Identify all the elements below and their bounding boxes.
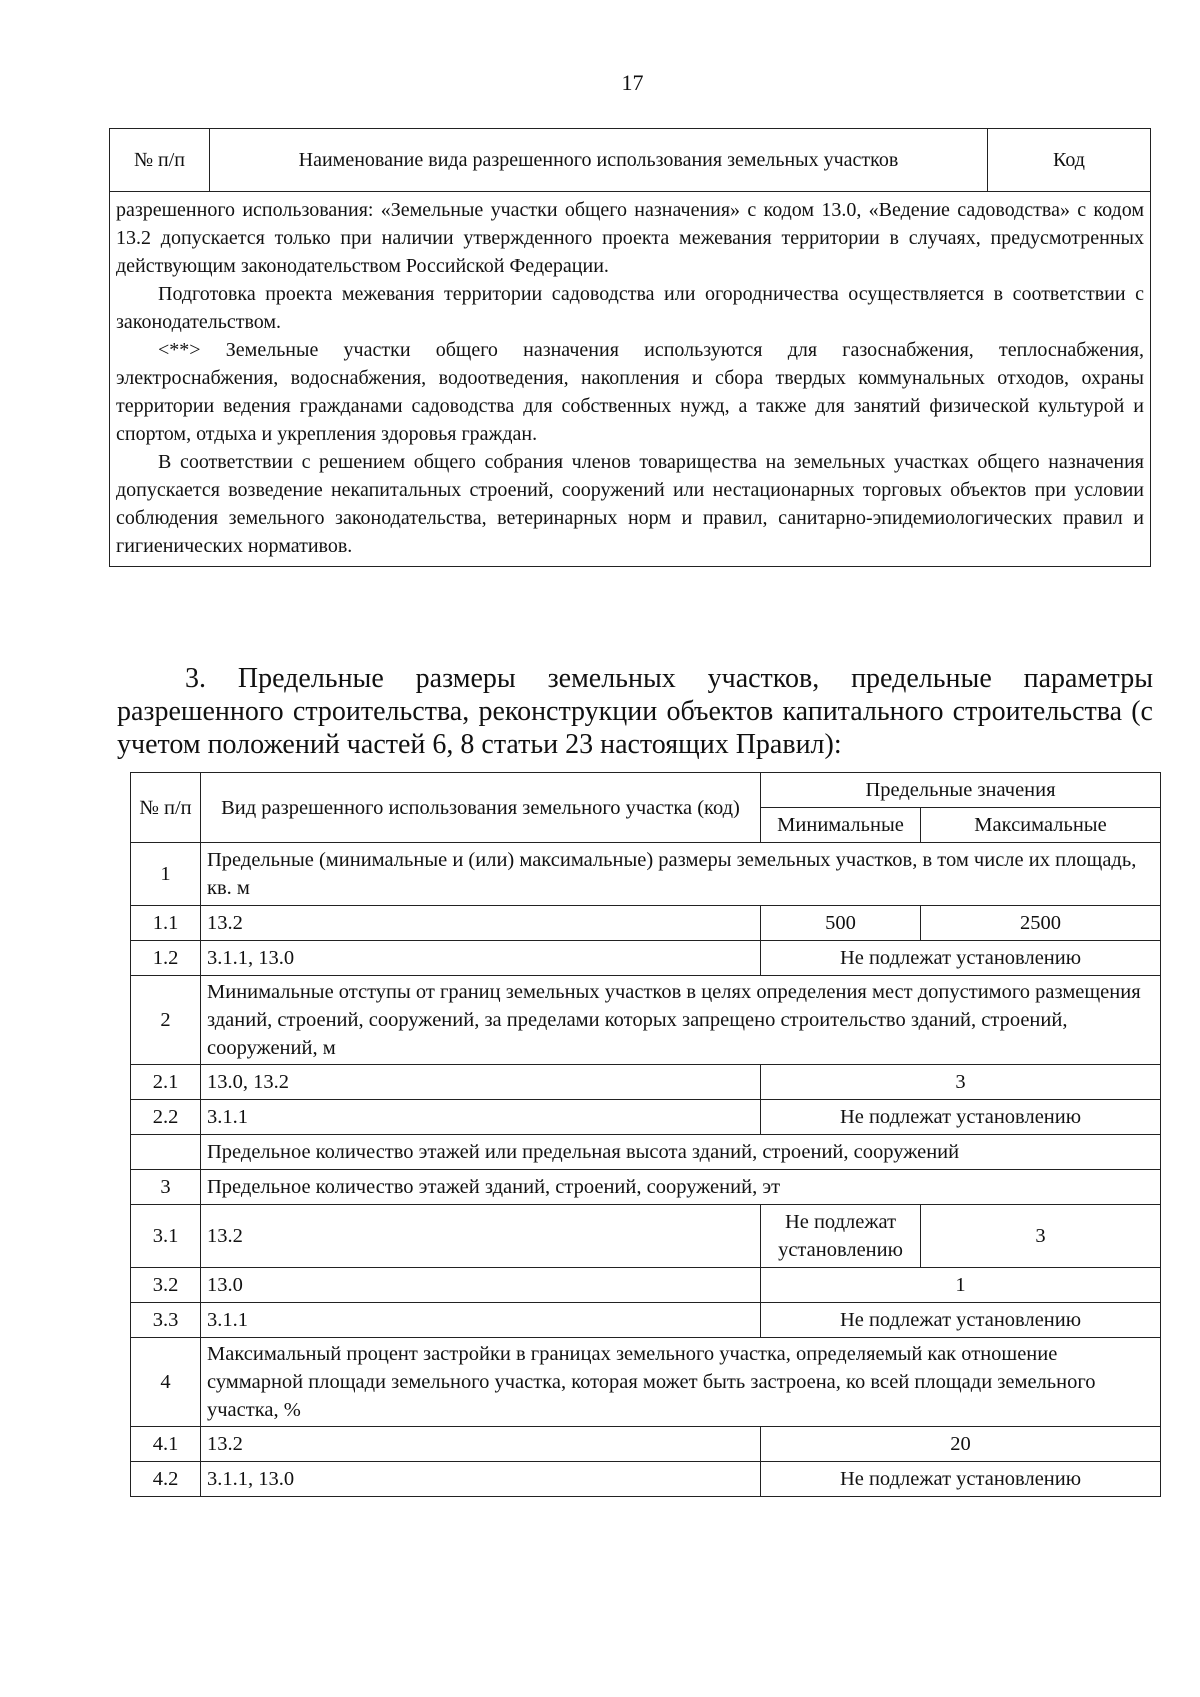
header-num: № п/п	[110, 129, 210, 192]
row-value: 1	[761, 1268, 1161, 1303]
row-max: 2500	[921, 906, 1161, 941]
table-row	[131, 1338, 1161, 1427]
row-text: Предельные (минимальные и (или) максимальные) размеры земельных участков, в том числе их площадь, кв. м	[201, 843, 1161, 906]
row-min: 500	[761, 906, 921, 941]
row-num: 3	[131, 1170, 201, 1205]
row-code: 13.2	[201, 1205, 761, 1268]
row-num: 1.1	[131, 906, 201, 941]
row-value: 3	[761, 1065, 1161, 1100]
table-row	[131, 1135, 1161, 1170]
row-num: 1.2	[131, 941, 201, 976]
page-number: 17	[621, 70, 644, 95]
section-heading: 3. Предельные размеры земельных участков, предельные параметры разрешенного строительства, реконструкции объектов капитального строительства (с учетом положений частей 6, 8 статьи 23 настоящих Правил):	[117, 663, 1153, 760]
row-code: 13.0	[201, 1268, 761, 1303]
row-value: Не подлежат установлению	[761, 941, 1161, 976]
table-row	[131, 1303, 1161, 1338]
row-text: Максимальный процент застройки в границах земельного участка, определяемый как отношение суммарной площади земельного участка, которая может быть застроена, ко всей площади земельного участка, %	[201, 1338, 1161, 1427]
header-limits: Предельные значения	[761, 773, 1161, 808]
continuation-body	[110, 192, 1151, 567]
row-text: Предельное количество этажей зданий, строений, сооружений, эт	[201, 1170, 1161, 1205]
row-code: 13.2	[201, 1427, 761, 1462]
row-num	[131, 1135, 201, 1170]
header-kind: Вид разрешенного использования земельного участка (код)	[201, 773, 761, 843]
row-value: Не подлежат установлению	[761, 1462, 1161, 1497]
row-num: 2.1	[131, 1065, 201, 1100]
table-row	[131, 976, 1161, 1065]
continuation-table-header	[110, 129, 1151, 192]
row-min: Не подлежат установлению	[761, 1205, 921, 1268]
table-row	[131, 941, 1161, 976]
header-name: Наименование вида разрешенного использования земельных участков	[210, 129, 988, 192]
row-code: 13.2	[201, 906, 761, 941]
paragraph: <**> Земельные участки общего назначения используются для газоснабжения, теплоснабжения, электроснабжения, водоснабжения, водоотведения, накопления и сбора твердых коммунальных отходов, охраны территории ведения гражданами садоводства для собственных нужд, а также для занятий физической культурой и спортом, отдыха и укрепления здоровья граждан.	[116, 339, 1144, 445]
row-code: 3.1.1	[201, 1303, 761, 1338]
row-num: 4.1	[131, 1427, 201, 1462]
row-num: 2	[131, 976, 201, 1065]
table-row	[131, 1100, 1161, 1135]
row-value: Не подлежат установлению	[761, 1303, 1161, 1338]
table-row	[131, 843, 1161, 906]
table-row	[131, 1268, 1161, 1303]
row-code: 3.1.1, 13.0	[201, 941, 761, 976]
table-row	[131, 1205, 1161, 1268]
limits-table	[130, 772, 1161, 1497]
row-text: Предельное количество этажей или предельная высота зданий, строений, сооружений	[201, 1135, 1161, 1170]
row-value: 20	[761, 1427, 1161, 1462]
paragraph: разрешенного использования: «Земельные участки общего назначения» с кодом 13.0, «Ведение садоводства» с кодом 13.2 допускается только при наличии утвержденного проекта межевания территории в случаях, предусмотренных действующим законодательством Российской Федерации.	[116, 199, 1144, 277]
header-min: Минимальные	[761, 808, 921, 843]
limits-table-header	[131, 773, 1161, 808]
row-num: 3.1	[131, 1205, 201, 1268]
row-code: 3.1.1	[201, 1100, 761, 1135]
row-code: 13.0, 13.2	[201, 1065, 761, 1100]
header-num: № п/п	[131, 773, 201, 843]
header-max: Максимальные	[921, 808, 1161, 843]
table-row	[131, 906, 1161, 941]
row-num: 1	[131, 843, 201, 906]
row-num: 3.2	[131, 1268, 201, 1303]
row-num: 4.2	[131, 1462, 201, 1497]
header-code: Код	[988, 129, 1151, 192]
row-num: 2.2	[131, 1100, 201, 1135]
row-code: 3.1.1, 13.0	[201, 1462, 761, 1497]
paragraph: Подготовка проекта межевания территории садоводства или огородничества осуществляется в соответствии с законодательством.	[116, 283, 1144, 333]
row-num: 3.3	[131, 1303, 201, 1338]
table-row	[131, 1170, 1161, 1205]
table-row	[131, 1427, 1161, 1462]
table-row	[131, 1462, 1161, 1497]
row-max: 3	[921, 1205, 1161, 1268]
row-value: Не подлежат установлению	[761, 1100, 1161, 1135]
continuation-table	[109, 128, 1151, 567]
table-row	[131, 1065, 1161, 1100]
row-text: Минимальные отступы от границ земельных участков в целях определения мест допустимого размещения зданий, строений, сооружений, за пределами которых запрещено строительство зданий, строений, сооружений, м	[201, 976, 1161, 1065]
row-num: 4	[131, 1338, 201, 1427]
paragraph: В соответствии с решением общего собрания членов товарищества на земельных участках общего назначения допускается возведение некапитальных строений, сооружений или нестационарных торговых объектов при условии соблюдения земельного законодательства, ветеринарных норм и правил, санитарно-эпидемиологических правил и гигиенических нормативов.	[116, 451, 1144, 557]
